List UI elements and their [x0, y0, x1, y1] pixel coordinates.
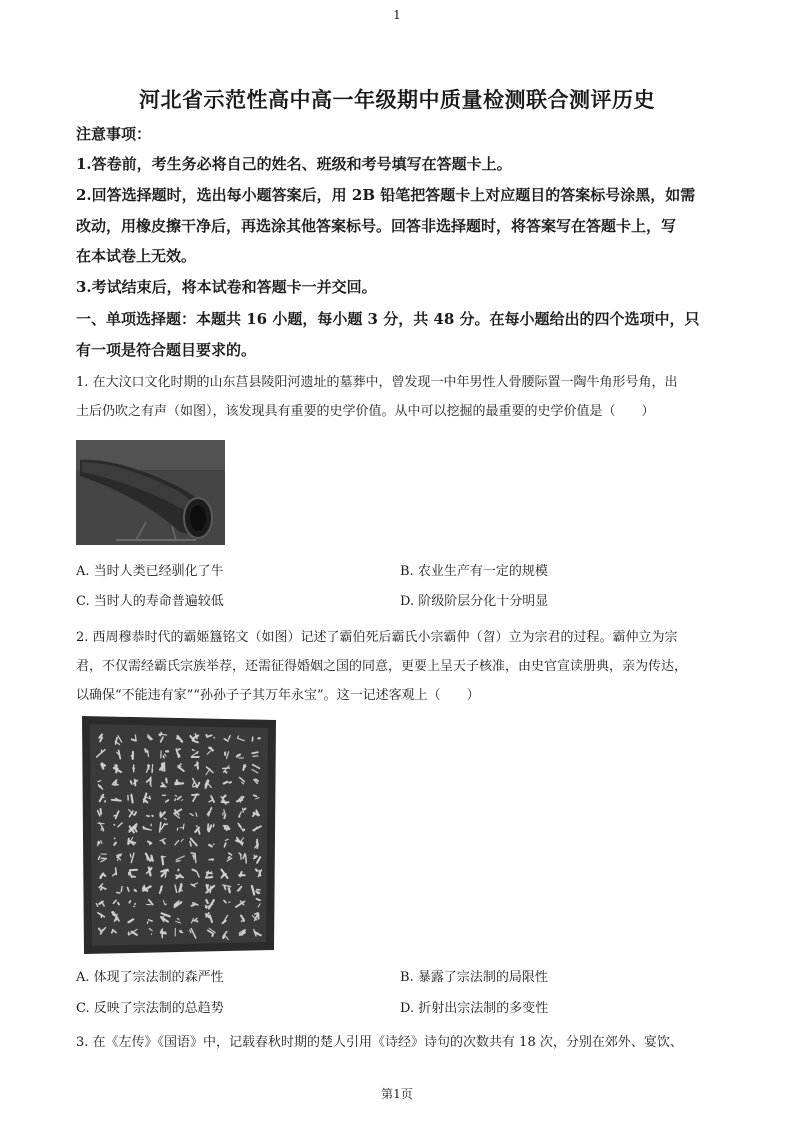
q2-option-c: C. 反映了宗法制的总趋势 [76, 1001, 224, 1016]
q1-option-a: A. 当时人类已经驯化了牛 [76, 564, 224, 579]
bronze-inscription-rubbing [76, 712, 282, 958]
q1-option-c: C. 当时人的寿命普遍较低 [76, 594, 224, 609]
pottery-horn-photo [76, 440, 225, 545]
notice-line-4: 在本试卷上无效。 [76, 247, 197, 265]
section-heading-line-1: 一、单项选择题：本题共 16 小题，每小题 3 分，共 48 分。在每小题给出的四个选项中，只 [76, 310, 700, 328]
q1-stem-line-2: 土后仍吹之有声（如图），该发现具有重要的史学价值。从中可以挖掘的最重要的史学价值是（ ） [76, 404, 655, 419]
section-heading-line-2: 有一项是符合题目要求的。 [76, 341, 257, 359]
notice-line-5: 3.考试结束后，将本试卷和答题卡一并交回。 [76, 278, 377, 296]
q2-option-d: D. 折射出宗法制的多变性 [400, 1001, 549, 1016]
notice-heading: 注意事项： [76, 125, 152, 143]
q1-option-b: B. 农业生产有一定的规模 [400, 564, 548, 579]
q2-option-a: A. 体现了宗法制的森严性 [76, 970, 224, 985]
notice-line-2: 2.回答选择题时，选出每小题答案后，用 2B 铅笔把答题卡上对应题目的答案标号涂黑，如需 [76, 186, 696, 204]
inscription-glyph [147, 816, 153, 817]
notice-line-3: 改动，用橡皮擦干净后，再选涂其他答案标号。回答非选择题时，将答案写在答题卡上，写 [76, 217, 677, 235]
q2-stem-line-1: 2. 西周穆恭时代的霸姬簋铭文（如图）记述了霸伯死后霸氏小宗霸仲（曶）立为宗君的过程。霸仲立为宗 [76, 630, 678, 645]
inscription-glyph [209, 859, 214, 860]
inscription-glyph [223, 826, 229, 830]
q1-stem-line-1: 1. 在大汶口文化时期的山东莒县陵阳河遗址的墓葬中，曾发现一中年男性人骨腰际置一陶牛角形号角，出 [76, 375, 678, 390]
q3-stem-line-1: 3. 在《左传》《国语》中，记载春秋时期的楚人引用《诗经》诗句的次数共有 18 次，分别在郊外、宴饮、 [76, 1035, 683, 1050]
q2-stem-line-2: 君，不仅需经霸氏宗族举荐，还需征得婚姻之国的同意，更要上呈天子核准，由史官宣读册典，亲为传达， [76, 659, 688, 674]
q2-option-b: B. 暴露了宗法制的局限性 [400, 970, 548, 985]
q1-option-d: D. 阶级阶层分化十分明显 [400, 594, 549, 609]
notice-line-1: 1.答卷前，考生务必将自己的姓名、班级和考号填写在答题卡上。 [76, 155, 512, 173]
page-footer: 第1页 [381, 1087, 413, 1101]
q2-stem-line-3: 以确保“不能违有家”“孙孙子子其万年永宝”。这一记述客观上（ ） [76, 688, 480, 703]
page-top-number: 1 [393, 8, 401, 22]
exam-title: 河北省示范性高中高一年级期中质量检测联合测评历史 [139, 87, 655, 112]
